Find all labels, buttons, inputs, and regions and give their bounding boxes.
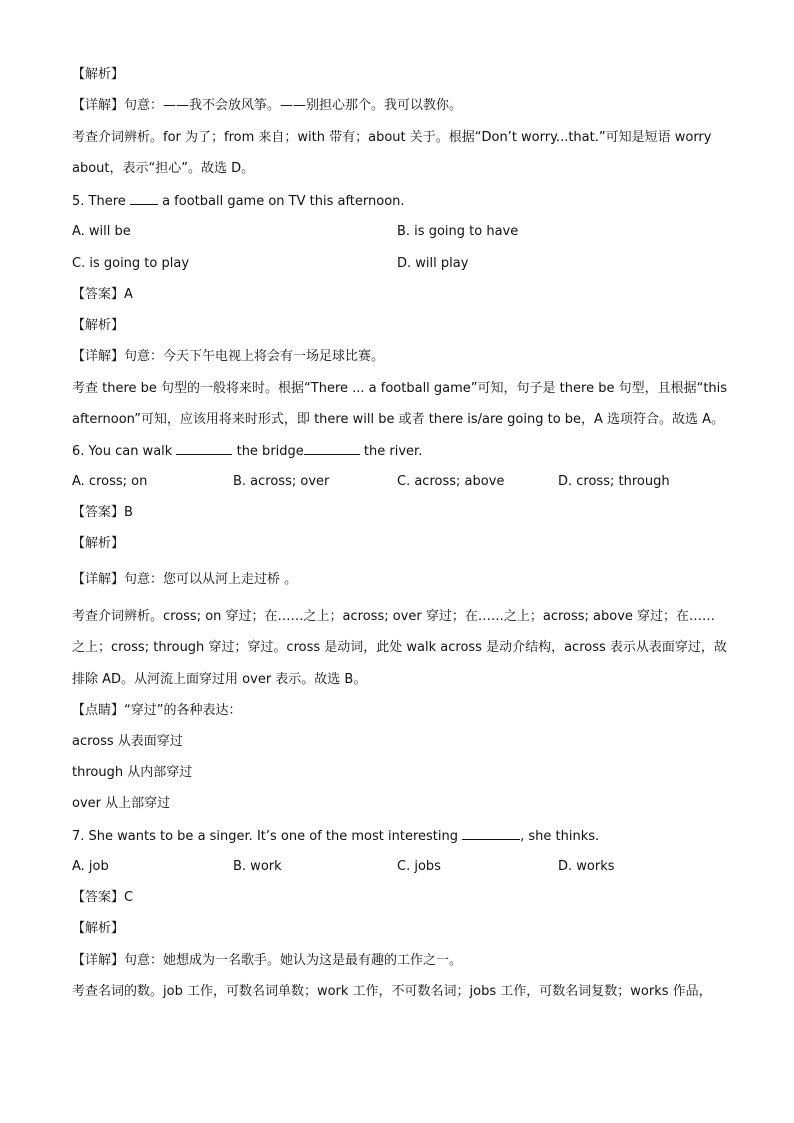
stem-text: the river. [363,444,423,459]
explanation-line: 考查 there be 句型的一般将来时。根据“There ... a football game”可知，句子是 there be 句型，且根据“this [72,381,728,396]
explanation-line: 排除 AD。从河流上面穿过用 over 表示。故选 B。 [72,672,367,687]
tip-line: through 从内部穿过 [72,765,193,780]
stem-text: the bridge [236,444,304,459]
answer-blank [462,827,520,840]
option-d: D. will play [397,256,469,271]
stem-text: 5. There [72,194,126,209]
answer-line: 【答案】C [72,890,134,905]
explanation-line: 考查介词辨析。cross; on 穿过；在……之上；across; over 穿过；在……之上；across; above 穿过；在…… [72,609,716,624]
detail-line: 【详解】句意：——我不会放风筝。——别担心那个。我可以教你。 [72,98,463,113]
answer-line: 【答案】A [72,287,133,302]
option-a: A. cross; on [72,474,148,489]
analysis-heading: 【解析】 [72,536,125,551]
option-a: A. job [72,859,109,874]
question-7-stem [72,827,732,846]
tip-heading: 【点睛】“穿过”的各种表达： [72,703,242,718]
option-d: D. cross; through [558,474,670,489]
answer-line: 【答案】B [72,505,133,520]
option-b: B. work [233,859,282,874]
detail-line: 【详解】句意：今天下午电视上将会有一场足球比赛。 [72,349,385,364]
option-c: C. jobs [397,859,441,874]
option-c: C. across; above [397,474,505,489]
stem-text: 7. She wants to be a singer. It’s one of the most interesting [72,829,458,844]
option-c: C. is going to play [72,256,190,271]
detail-line: 【详解】句意：您可以从河上走过桥 。 [72,572,298,587]
stem-text: a football game on TV this afternoon. [162,194,405,209]
stem-text: 6. You can walk [72,444,173,459]
question-6-stem [72,442,732,461]
option-b: B. is going to have [397,224,519,239]
option-b: B. across; over [233,474,330,489]
tip-line: over 从上部穿过 [72,796,171,811]
tip-line: across 从表面穿过 [72,734,183,749]
analysis-heading: 【解析】 [72,318,125,333]
answer-blank [176,442,232,455]
explanation-line: afternoon”可知，应该用将来时形式，即 there will be 或者 there is/are going to be，A 选项符合。故选 A。 [72,412,725,427]
explanation-line: about，表示“担心”。故选 D。 [72,161,255,176]
option-d: D. works [558,859,615,874]
question-5-stem [72,192,732,211]
explanation-line: 考查介词辨析。for 为了；from 来自；with 带有；about 关于。根据“Don’t worry...that.”可知是短语 worry [72,130,712,145]
answer-blank [130,192,158,205]
stem-text: , she thinks. [520,829,600,844]
analysis-heading: 【解析】 [72,921,125,936]
analysis-heading: 【解析】 [72,67,125,82]
answer-blank [304,442,360,455]
detail-line: 【详解】句意：她想成为一名歌手。她认为这是最有趣的工作之一。 [72,953,463,968]
option-a: A. will be [72,224,131,239]
explanation-line: 之上；cross; through 穿过；穿过。cross 是动词，此处 walk across 是动介结构，across 表示从表面穿过，故 [72,640,727,655]
explanation-line: 考查名词的数。job 工作，可数名词单数；work 工作，不可数名词；jobs 工作，可数名词复数；works 作品， [72,984,712,999]
